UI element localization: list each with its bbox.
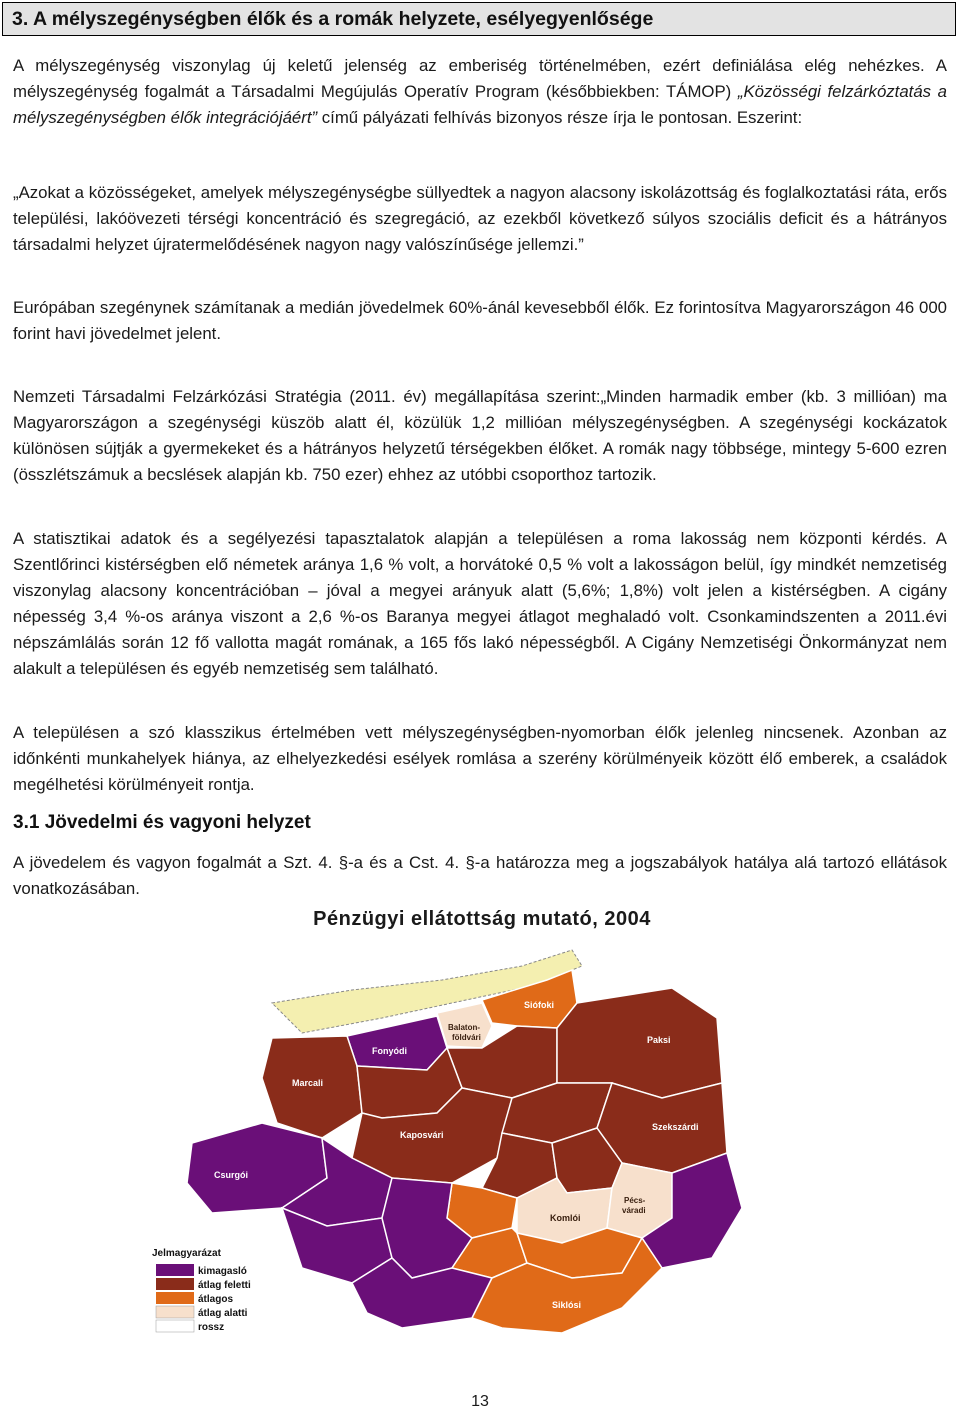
financial-coverage-map (152, 908, 812, 1358)
label-balatonfoldvari: Balaton-földvári (448, 1023, 481, 1042)
strategy-text: Nemzeti Társadalmi Felzárkózási Stratégia (2011. év) megállapítása szerint:„Minden harmadik ember (kb. 3 millióan) ma Magyarországon a szegénységi küszöb alatt él, közülük 1,2 millióan mélyszegénységben. A szegénységi kockázatok különösen sújtják a gyermekeket és a hátrányos helyzetű térségekben élőket. A romák nagy többsége, mintegy 5-600 ezren (összlétszámuk a becslések alapján kb. 750 ezer) ehhez az utóbbi csoporthoz tartozik. (13, 387, 947, 484)
legend-label-kimagaslo: kimagasló (198, 1266, 247, 1277)
label-fonyodi: Fonyódi (372, 1046, 407, 1056)
legend-swatch-kimagaslo (156, 1264, 194, 1276)
legend-label-atlag-feletti: átlag feletti (198, 1280, 251, 1291)
subsection-title: 3.1 Jövedelmi és vagyoni helyzet (13, 812, 311, 833)
settlement-text: A településen a szó klasszikus értelmében vett mélyszegénységben-nyomorban élők jelenleg nincsenek. Azonban az időnkénti munkahelyek hiánya, az elhelyezkedési esélyek romlása a szerény körülményeik között élő emberek, a családok megélhetési körülményeit rontja. (13, 723, 947, 794)
paragraph-income (13, 850, 947, 902)
paragraph-definition-tail: című pályázati felhívás bizonyos része írja le pontosan. Eszerint: (317, 108, 803, 127)
label-paksi: Paksi (647, 1035, 671, 1045)
paragraph-europe (13, 295, 947, 347)
map-svg (152, 908, 812, 1358)
paragraph-definition-text: A mélyszegénység viszonylag új keletű jelenség az emberiség történelmében, ezért definiálása elég nehézkes. A mélyszegénység fogalmát a Társadalmi Megújulás Operatív Program (későbbiekben: TÁMOP) (13, 56, 947, 101)
legend-swatch-rossz (156, 1320, 194, 1332)
legend-title: Jelmagyarázat (152, 1248, 221, 1259)
europe-text: Európában szegénynek számítanak a medián jövedelmek 60%-ánál kevesebből élők. Ez forintosítva Magyarországon 46 000 forint havi jövedelmet jelent. (13, 298, 947, 343)
label-csurgoi: Csurgói (214, 1170, 249, 1180)
section-heading-box (2, 2, 956, 36)
program-title-italic: „Közösségi felzárkóztatás a mélyszegénységben élők integrációjáért” (13, 82, 947, 127)
legend-label-rossz: rossz (198, 1322, 225, 1333)
legend-swatch-atlagos (156, 1292, 194, 1304)
page-number: 13 (471, 1393, 489, 1410)
label-komloi: Komlói (550, 1213, 581, 1223)
label-siofoki: Siófoki (524, 1000, 555, 1010)
statistics-text: A statisztikai adatok és a segélyezési tapasztalatok alapján a településen a roma lakosság nem központi kérdés. A Szentlőrinci kistérségben elő németek aránya 1,6 % volt, a horvátoké 0,5 % volt a lakosságon belül, így mindkét nemzetiség viszonylag alacsony koncentrációban – jóval a megyei arányuk alatt (5,6%; 1,8%) volt jelen a kistérségben. A cigány népesség 3,4 %-os aránya viszont a 2,6 %-os Baranya megyei átlagot meghaladó volt. Csonkamindszenten a 2011.évi népszámlálás során 12 fő vallotta magát romának, a 165 fős lakó népességből. A Cigány Nemzetiségi Önkormányzat nem alakult a településen és egyéb nemzetiség sem található. (13, 529, 947, 678)
label-kaposvari: Kaposvári (400, 1130, 444, 1140)
quote-text: „Azokat a közösségeket, amelyek mélyszegénységbe süllyedtek a nagyon alacsony iskolázottság és foglalkoztatási ráta, erős települési, lakóövezeti térségi koncentráció és szegregáció, az ezekből következő súlyos szociális deficit és a hátrányos társadalmi helyzet újratermelődésének nagyon nagy valószínűsége jellemzi.” (13, 183, 947, 254)
label-pecsvaradi: Pécs-váradi (622, 1196, 646, 1215)
paragraph-settlement (13, 720, 947, 798)
paragraph-strategy (13, 384, 947, 488)
label-szekszardi: Szekszárdi (652, 1122, 699, 1132)
paragraph-definition (13, 53, 947, 131)
map-legend (152, 1248, 251, 1333)
region-fonyodi-shape (347, 1016, 447, 1070)
region-paksi-shape (557, 988, 722, 1098)
label-siklosi: Siklósi (552, 1300, 582, 1310)
paragraph-statistics (13, 526, 947, 682)
paragraph-quote (13, 180, 947, 258)
legend-label-atlagos: átlagos (198, 1294, 234, 1305)
legend-swatch-atlag-feletti (156, 1278, 194, 1290)
section-title: 3. A mélyszegénységben élők és a romák helyzete, esélyegyenlősége (12, 8, 654, 30)
map-title: Pénzügyi ellátottság mutató, 2004 (313, 908, 651, 930)
income-text: A jövedelem és vagyon fogalmát a Szt. 4. §-a és a Cst. 4. §-a határozza meg a jogszabályok hatálya alá tartozó ellátások vonatkozásában. (13, 853, 947, 898)
legend-label-atlag-alatti: átlag alatti (198, 1308, 248, 1319)
legend-swatch-atlag-alatti (156, 1306, 194, 1318)
label-marcali: Marcali (292, 1078, 324, 1088)
